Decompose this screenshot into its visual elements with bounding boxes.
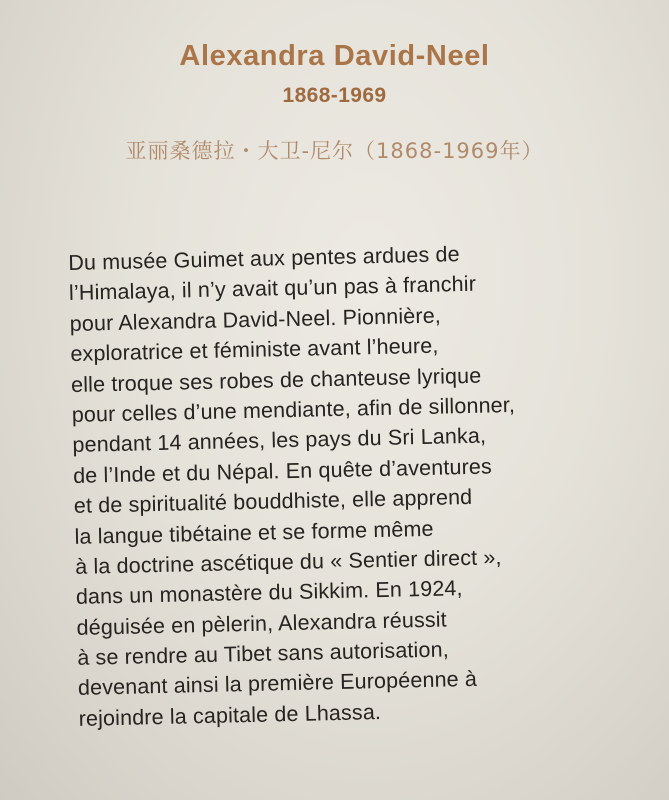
body-line: devenant ainsi la première Européenne à: [77, 667, 478, 701]
body-line: de l’Inde et du Népal. En quête d’aventures: [72, 454, 493, 488]
body-line: pendant 14 années, les pays du Sri Lanka,: [72, 423, 487, 458]
body-line: pour Alexandra David-Neel. Pionnière,: [69, 303, 442, 336]
body-line: la langue tibétaine et se forme même: [74, 516, 434, 549]
body-line: et de spiritualité bouddhiste, elle apprend: [73, 485, 473, 519]
sign-title: Alexandra David-Neel: [179, 40, 490, 72]
body-line: dans un monastère du Sikkim. En 1924,: [75, 576, 463, 610]
body-line: Du musée Guimet aux pentes ardues de: [68, 242, 460, 275]
body-line: à la doctrine ascétique du « Sentier direct »,: [74, 545, 502, 579]
body-line: pour celles d’une mendiante, afin de sillonner,: [71, 392, 516, 427]
body-line: rejoindre la capitale de Lhassa.: [78, 699, 382, 731]
body-line: déguisée en pèlerin, Alexandra réussit: [76, 607, 448, 640]
body-line: elle troque ses robes de chanteuse lyrique: [70, 363, 482, 397]
body-line: exploratrice et féministe avant l’heure,: [70, 333, 439, 367]
sign-chinese-title: 亚丽桑德拉・大卫-尼尔（1868-1969年）: [125, 139, 544, 163]
sign-body-text: [68, 235, 659, 734]
body-line: l’Himalaya, il n’y avait qu’un pas à franchir: [68, 272, 477, 306]
sign-years: 1868-1969: [282, 84, 387, 107]
body-line: à se rendre au Tibet sans autorisation,: [77, 637, 450, 670]
